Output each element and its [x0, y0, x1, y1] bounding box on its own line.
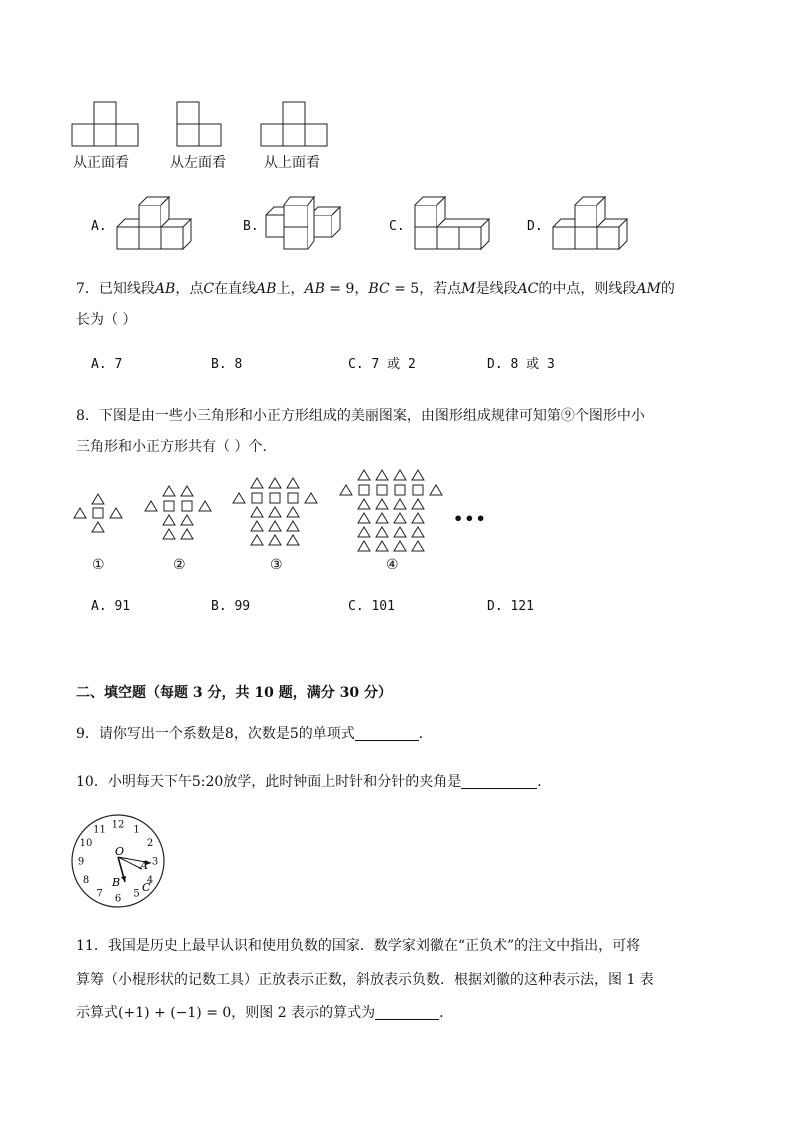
- section-2-heading: 二、填空题（每题 3 分，共 10 题，满分 30 分）: [76, 685, 392, 701]
- q7-line-2: 长为（ ）: [76, 312, 137, 328]
- q8-label-2: ②: [173, 557, 186, 573]
- clock-point-a: A: [140, 859, 148, 872]
- top-view-label: 从上面看: [264, 155, 320, 171]
- q9-text: 9．请你写出一个系数是8，次数是5的单项式 ．: [76, 726, 433, 742]
- q6-option-b-figure: [266, 195, 346, 255]
- q8-label-3: ③: [270, 557, 283, 573]
- clock-figure: [70, 813, 166, 909]
- q6-option-a-label: A.: [91, 219, 107, 234]
- clock-numeral: 12: [111, 819, 125, 831]
- clock-numeral: 6: [114, 893, 122, 905]
- q6-option-d-figure: [551, 195, 631, 255]
- front-view-label: 从正面看: [73, 155, 129, 171]
- q8-pattern-figure: [70, 470, 490, 560]
- clock-numeral: 5: [133, 888, 140, 900]
- q7-option-a: A. 7: [91, 357, 123, 372]
- clock-point-b: B: [112, 876, 121, 889]
- clock-numeral: 4: [146, 875, 154, 886]
- left-view-figure: [177, 102, 225, 148]
- q8-option-c: C. 101: [348, 599, 395, 614]
- q8-label-4: ④: [386, 557, 399, 573]
- clock-numeral: 3: [151, 856, 159, 868]
- q8-label-1: ①: [92, 557, 105, 573]
- clock-numeral: 10: [79, 838, 93, 849]
- q6-option-c-label: C.: [389, 219, 405, 234]
- q6-option-c-figure: [413, 195, 493, 255]
- q11-line-2: 算筹（小棍形状的记数工具）正放表示正数，斜放表示负数．根据刘徽的这种表示法，图 1 表: [76, 972, 654, 988]
- clock-numeral: 7: [96, 888, 103, 900]
- clock-numeral: 2: [146, 838, 154, 849]
- q7-line-1: 7．已知线段AB，点C在直线AB上，AB = 9，BC = 5，若点M是线段AC的中点，则线段AM的: [76, 281, 675, 297]
- front-view-figure: [72, 102, 142, 148]
- q11-expression: (+1) + (−1) = 0: [118, 1005, 232, 1021]
- q7-option-c: C. 7 或 2: [348, 357, 416, 372]
- q6-option-d-label: D.: [527, 219, 543, 234]
- clock-point-c: C: [142, 881, 151, 894]
- left-view-label: 从左面看: [170, 155, 226, 171]
- q11-line-1: 11．我国是历史上最早认识和使用负数的国家．数学家刘徽在“正负术”的注文中指出，可将: [76, 938, 641, 954]
- q8-continuation-dots: •••: [453, 509, 487, 528]
- q9-answer-blank[interactable]: [355, 726, 419, 741]
- top-view-figure: [261, 102, 331, 148]
- q11-answer-blank[interactable]: [375, 1005, 439, 1020]
- q8-option-a: A. 91: [91, 599, 131, 614]
- q10-text: 10．小明每天下午5:20放学，此时钟面上时针和分针的夹角是 ．: [76, 774, 552, 790]
- clock-numeral: 9: [77, 856, 85, 868]
- clock-point-o: O: [115, 845, 125, 858]
- q6-option-a-figure: [115, 195, 195, 255]
- q8-line-2: 三角形和小正方形共有（ ）个．: [76, 439, 277, 455]
- clock-numeral: 1: [133, 824, 140, 836]
- clock-numeral: 11: [93, 824, 106, 836]
- q8-option-d: D. 121: [487, 599, 534, 614]
- q11-line-3: 示算式(+1) + (−1) = 0，则图 2 表示的算式为 ．: [76, 1005, 454, 1021]
- q7-option-d: D. 8 或 3: [487, 357, 555, 372]
- q6-option-b-label: B.: [243, 219, 259, 234]
- q7-option-b: B. 8: [211, 357, 243, 372]
- clock-numeral: 8: [82, 875, 90, 886]
- q8-option-b: B. 99: [211, 599, 251, 614]
- q8-line-1: 8．下图是由一些小三角形和小正方形组成的美丽图案，由图形组成规律可知第⑨个图形中小: [76, 408, 645, 424]
- q10-answer-blank[interactable]: [461, 774, 537, 789]
